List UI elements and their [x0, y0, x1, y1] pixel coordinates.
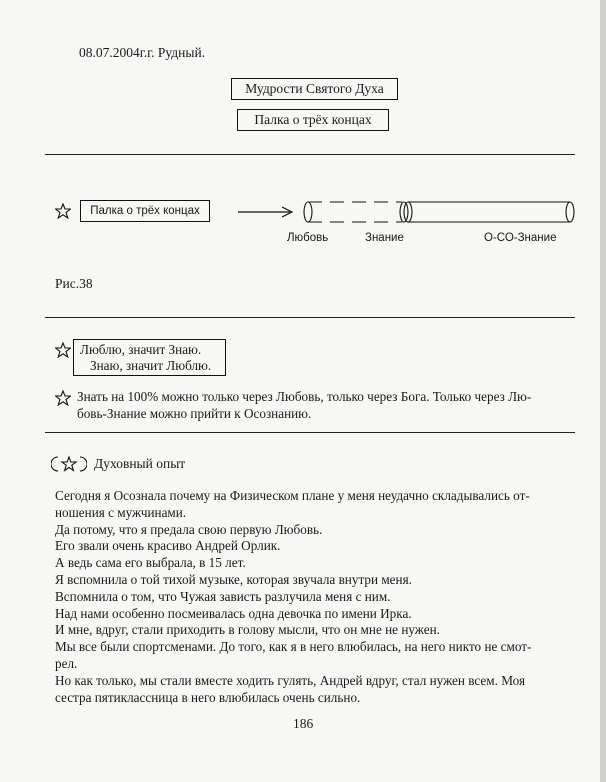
- story-line: И мне, вдруг, стали приходить в голову мысли, что он мне не нужен.: [55, 622, 440, 638]
- title-box: Мудрости Святого Духа: [231, 78, 398, 100]
- divider: [45, 154, 575, 155]
- story-line: Да потому, что я предала свою первую Любовь.: [55, 521, 323, 537]
- story-line: сестра пятиклассница в него влюбилась очень сильно.: [55, 689, 361, 705]
- diagram-box-label: Палка о трёх концах: [80, 200, 210, 222]
- page-edge-shadow: [600, 0, 606, 782]
- spiritual-experience-heading: Духовный опыт: [94, 456, 186, 471]
- divider: [45, 432, 575, 433]
- story-line: рел.: [55, 655, 78, 671]
- statement-paragraph: [77, 388, 531, 422]
- three-ended-stick-diagram: [230, 195, 580, 231]
- figure-caption: Рис.38: [55, 276, 93, 291]
- quote-line-2: Знаю, значит Люблю.: [90, 358, 212, 373]
- label-oso-knowledge: О-СО-Знание: [484, 232, 557, 244]
- date-place-line: 08.07.2004г.г. Рудный.: [79, 45, 206, 60]
- story-line: Но как только, мы стали вместе ходить гулять, Андрей вдруг, стал нужен всем. Моя: [55, 672, 526, 688]
- divider: [45, 317, 575, 318]
- quote-box: [73, 339, 226, 376]
- star-icon: [55, 390, 71, 406]
- page-number: 186: [293, 716, 314, 731]
- story-line: Его звали очень красиво Андрей Орлик.: [55, 538, 281, 554]
- moon-star-icon: [51, 455, 87, 473]
- story-line: А ведь сама его выбрала, в 15 лет.: [55, 555, 246, 571]
- story-line: Мы все были спортсменами. До того, как я в него влюбилась, на него никто не смот-: [55, 639, 532, 655]
- story-line: Я вспомнила о той тихой музыке, которая звучала внутри меня.: [55, 571, 412, 587]
- story-line: ношения с мужчинами.: [55, 504, 187, 520]
- label-love: Любовь: [287, 232, 329, 244]
- story-line: Вспомнила о том, что Чужая зависть разлучила меня с ним.: [55, 588, 391, 604]
- quote-line-1: Люблю, значит Знаю.: [80, 342, 202, 357]
- star-icon: [55, 203, 71, 219]
- star-icon: [55, 342, 71, 358]
- statement-line-2: бовь-Знание можно прийти к Осознанию.: [77, 406, 312, 421]
- statement-line-1: Знать на 100% можно только через Любовь, только через Бога. Только через Лю-: [77, 389, 532, 404]
- subtitle-box: Палка о трёх концах: [237, 109, 389, 131]
- label-knowledge: Знание: [365, 232, 404, 244]
- story-text: [55, 488, 531, 706]
- story-line: Сегодня я Осознала почему на Физическом плане у меня неудачно складывались от-: [55, 488, 530, 503]
- story-line: Над нами особенно посмеивалась одна девочка по имени Ирка.: [55, 605, 412, 621]
